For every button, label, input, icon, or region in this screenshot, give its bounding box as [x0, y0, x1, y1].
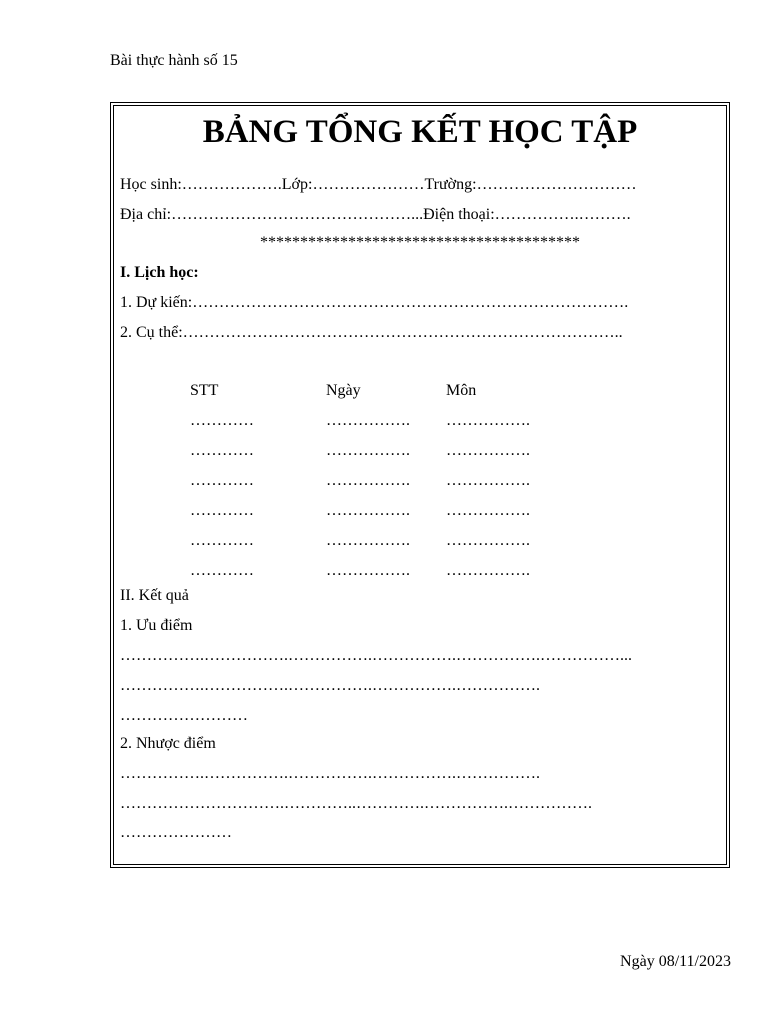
weaknesses-title: 2. Nhược điểm	[120, 735, 216, 752]
weaknesses-line: ………………………….…………..………….…………….…………….	[120, 795, 592, 812]
address-phone-line: Địa chỉ:………………………………………...Điện thoại:…………….……….	[120, 206, 631, 223]
table-cell: …………	[190, 472, 254, 489]
summary-form-frame	[110, 102, 730, 868]
form-title: BẢNG TỔNG KẾT HỌC TẬP	[202, 114, 638, 150]
table-cell: …………	[190, 412, 254, 429]
exercise-label: Bài thực hành số 15	[110, 52, 238, 69]
separator-stars: ****************************************	[260, 234, 580, 251]
table-cell: …………	[190, 502, 254, 519]
strengths-line: …………….…………….…………….…………….…………….……………...	[120, 647, 632, 664]
strengths-line: …………….…………….…………….…………….…………….	[120, 677, 540, 694]
col-header-stt: STT	[190, 382, 219, 399]
planned-schedule-line: 1. Dự kiến:……………………………………………………………………….	[120, 294, 629, 311]
table-cell: …………….	[326, 532, 410, 549]
col-header-subject: Môn	[446, 382, 477, 399]
table-cell: …………….	[446, 412, 530, 429]
table-cell: …………….	[446, 532, 530, 549]
table-cell: …………….	[326, 442, 410, 459]
table-cell: …………	[190, 562, 254, 579]
weaknesses-line: …………….…………….…………….…………….…………….	[120, 765, 540, 782]
section-results-title: II. Kết quả	[120, 587, 189, 604]
actual-schedule-line: 2. Cụ thể:………………………………………………………………………..	[120, 324, 623, 341]
student-info-line: Học sinh:……………….Lớp:…………………Trường:…………………………	[120, 176, 637, 193]
table-cell: …………….	[326, 562, 410, 579]
strengths-line: ……………………	[120, 707, 248, 724]
summary-form	[113, 105, 727, 865]
weaknesses-line: …………………	[120, 824, 232, 841]
table-cell: …………….	[446, 442, 530, 459]
table-cell: …………….	[446, 472, 530, 489]
footer-date: Ngày 08/11/2023	[620, 953, 731, 970]
table-cell: …………….	[326, 502, 410, 519]
table-cell: …………….	[326, 412, 410, 429]
table-cell: …………….	[446, 562, 530, 579]
table-cell: …………	[190, 442, 254, 459]
table-cell: …………….	[446, 502, 530, 519]
col-header-date: Ngày	[326, 382, 361, 399]
table-cell: …………	[190, 532, 254, 549]
strengths-title: 1. Ưu điểm	[120, 617, 193, 634]
table-cell: …………….	[326, 472, 410, 489]
section-schedule-title: I. Lịch học:	[120, 264, 199, 281]
